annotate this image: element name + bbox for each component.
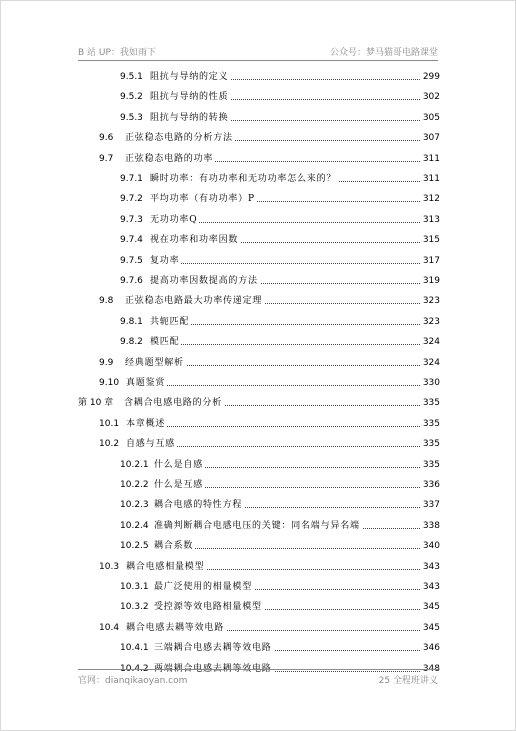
toc-entry[interactable] bbox=[120, 172, 440, 186]
toc-entry-number: 9.9 bbox=[99, 357, 114, 368]
toc-entry[interactable] bbox=[120, 458, 440, 472]
toc-entry-number: 9.10 bbox=[99, 378, 120, 388]
toc-entry-page: 323 bbox=[422, 296, 440, 307]
toc-entry[interactable] bbox=[120, 335, 440, 349]
toc-entry-page: 336 bbox=[422, 480, 440, 490]
toc-entry-number: 10.3.1 bbox=[120, 582, 149, 592]
toc-entry-title: 正弦稳态电路的功率 bbox=[125, 153, 214, 164]
toc-entry-page: 311 bbox=[422, 153, 440, 164]
toc-entry[interactable] bbox=[120, 600, 440, 614]
toc-entry-number: 9.5.3 bbox=[120, 112, 143, 123]
toc-entry-title: 瞬时功率：有功功率和无功功率怎么来的？ bbox=[150, 174, 337, 184]
toc-entry-page: 337 bbox=[422, 500, 440, 511]
toc-entry[interactable] bbox=[99, 621, 440, 635]
footer-divider bbox=[78, 669, 438, 670]
toc-entry-title: 正弦稳态电路的分析方法 bbox=[125, 133, 233, 144]
toc-entry[interactable] bbox=[120, 192, 440, 206]
toc-entry[interactable] bbox=[120, 213, 440, 227]
toc-entry-title: 真题鉴赏 bbox=[126, 378, 166, 388]
toc-entry-page: 307 bbox=[422, 133, 440, 144]
toc-entry-title: 模匹配 bbox=[150, 337, 180, 348]
toc-entry[interactable] bbox=[120, 274, 440, 288]
toc-entry-title: 提高功率因数提高的方法 bbox=[150, 276, 258, 286]
toc-entry-title: 耦合电感相量模型 bbox=[126, 561, 205, 572]
toc-entry-number: 9.7 bbox=[99, 153, 114, 164]
toc-entry[interactable] bbox=[78, 396, 440, 410]
toc-entry[interactable] bbox=[120, 315, 440, 329]
toc-entry[interactable] bbox=[120, 254, 440, 268]
toc-entry-title: 阻抗与导纳的定义 bbox=[150, 72, 229, 82]
toc-entry-page: 305 bbox=[422, 112, 440, 123]
toc-entry[interactable] bbox=[120, 478, 440, 492]
toc-entry-title: 含耦合电感电路的分析 bbox=[124, 398, 223, 409]
toc-entry-number: 10.2 bbox=[99, 439, 120, 450]
toc-entry-page: 324 bbox=[422, 357, 440, 368]
footer-right-text: 25 全程班讲义 bbox=[378, 676, 438, 686]
toc-entry-number: 9.6 bbox=[99, 133, 114, 144]
toc-entry-title: 无功功率Q bbox=[150, 214, 198, 225]
toc-entry[interactable] bbox=[99, 294, 440, 308]
toc-entry-title: 阻抗与导纳的性质 bbox=[150, 92, 229, 103]
toc-entry[interactable] bbox=[99, 417, 440, 431]
toc-leader-dots bbox=[150, 344, 426, 345]
toc-entry-page: 335 bbox=[422, 439, 440, 450]
toc-entry-page: 338 bbox=[422, 520, 440, 531]
toc-entry-number: 10.2.4 bbox=[120, 520, 149, 531]
toc-entry-title: 本章概述 bbox=[126, 418, 166, 429]
toc-entry-title: 耦合电感去耦等效电路 bbox=[126, 622, 225, 633]
toc-entry[interactable] bbox=[99, 131, 440, 145]
toc-entry-title: 耦合电感的特性方程 bbox=[154, 500, 243, 511]
toc-entry-page: 299 bbox=[422, 72, 440, 82]
toc-entry-page: 311 bbox=[422, 174, 440, 184]
toc-entry[interactable] bbox=[120, 233, 440, 247]
toc-entry-title: 两端耦合电感去耦等效电路 bbox=[154, 663, 272, 674]
page-header bbox=[78, 45, 438, 59]
toc-entry[interactable] bbox=[120, 70, 440, 84]
toc-entry-number: 9.7.5 bbox=[120, 255, 143, 266]
toc-leader-dots bbox=[150, 324, 426, 325]
toc-entry-number: 9.5.2 bbox=[120, 92, 143, 103]
toc-entry-number: 9.7.1 bbox=[120, 174, 143, 184]
toc-entry-number: 10.4 bbox=[99, 622, 120, 633]
toc-entry-number: 9.7.2 bbox=[120, 194, 143, 205]
toc-entry-title: 经典题型解析 bbox=[125, 357, 184, 368]
toc-entry-page: 340 bbox=[422, 541, 440, 552]
toc-entry-number: 9.8.2 bbox=[120, 337, 143, 348]
toc-entry-title: 共轭匹配 bbox=[150, 316, 190, 327]
toc-entry-number: 第 10 章 bbox=[78, 398, 114, 409]
toc-entry-title: 平均功率（有功功率）P bbox=[150, 194, 255, 205]
header-divider bbox=[78, 60, 438, 61]
toc-entry-title: 视在功率和功率因数 bbox=[150, 235, 239, 246]
toc-entry-title: 阻抗与导纳的转换 bbox=[150, 112, 229, 123]
toc-entry-number: 9.7.6 bbox=[120, 276, 143, 286]
toc-entry-title: 耦合系数 bbox=[154, 541, 194, 552]
toc-entry-page: 315 bbox=[422, 235, 440, 246]
toc-leader-dots bbox=[126, 385, 426, 386]
toc-entry[interactable] bbox=[99, 376, 440, 390]
toc-entry-title: 什么是互感 bbox=[154, 480, 204, 490]
toc-entry-number: 9.7.4 bbox=[120, 235, 143, 246]
toc-entry-page: 335 bbox=[422, 418, 440, 429]
toc-entry-page: 317 bbox=[422, 255, 440, 266]
header-right-text: 公众号：梦马猫哥电路课堂 bbox=[329, 48, 438, 58]
toc-entry-page: 324 bbox=[422, 337, 440, 348]
toc-entry-page: 323 bbox=[422, 316, 440, 327]
toc-entry[interactable] bbox=[99, 560, 440, 574]
toc-entry-page: 348 bbox=[422, 663, 440, 674]
toc-leader-dots bbox=[150, 263, 426, 264]
toc-entry[interactable] bbox=[120, 519, 440, 533]
toc-entry-page: 345 bbox=[422, 602, 440, 613]
toc-entry-number: 10.4.2 bbox=[120, 663, 149, 674]
toc-entry-number: 10.3.2 bbox=[120, 602, 149, 613]
toc-entry-number: 10.2.1 bbox=[120, 459, 149, 470]
footer-left-text: 官网：dianqikaoyan.com bbox=[78, 676, 188, 686]
header-left-text: B 站 UP：我如雨下 bbox=[78, 48, 156, 58]
toc-entry-page: 345 bbox=[422, 622, 440, 633]
toc-entry[interactable] bbox=[120, 641, 440, 655]
toc-entry-number: 9.7.3 bbox=[120, 214, 143, 225]
toc-entry-number: 9.8 bbox=[99, 296, 114, 307]
toc-entry[interactable] bbox=[120, 498, 440, 512]
toc-entry-number: 10.4.1 bbox=[120, 643, 149, 654]
toc-entry-page: 330 bbox=[422, 378, 440, 388]
toc-entry[interactable] bbox=[120, 580, 440, 594]
toc-entry[interactable] bbox=[99, 152, 440, 166]
toc-entry-page: 313 bbox=[422, 214, 440, 225]
toc-entry[interactable] bbox=[120, 111, 440, 125]
toc-entry-number: 10.2.3 bbox=[120, 500, 149, 511]
toc-entry-page: 312 bbox=[422, 194, 440, 205]
toc-entry-number: 10.1 bbox=[99, 418, 120, 429]
toc-entry-title: 准确判断耦合电感电压的关键：同名端与异名端 bbox=[154, 520, 360, 531]
toc-leader-dots bbox=[126, 426, 426, 427]
toc-entry-title: 复功率 bbox=[150, 255, 180, 266]
toc-entry-number: 10.2.2 bbox=[120, 480, 149, 490]
toc-entry-page: 346 bbox=[422, 643, 440, 654]
toc-entry-page: 319 bbox=[422, 276, 440, 286]
toc-entry-page: 335 bbox=[422, 398, 440, 409]
toc-entry-number: 9.5.1 bbox=[120, 72, 143, 82]
toc-entry-title: 正弦稳态电路最大功率传递定理 bbox=[125, 296, 263, 307]
toc-entry-page: 335 bbox=[422, 459, 440, 470]
toc-entry-page: 302 bbox=[422, 92, 440, 103]
toc-entry[interactable] bbox=[99, 437, 440, 451]
toc-entry[interactable] bbox=[120, 90, 440, 104]
toc-entry-title: 自感与互感 bbox=[126, 439, 176, 450]
toc-entry-title: 三端耦合电感去耦等效电路 bbox=[154, 643, 272, 654]
toc-entry-title: 最广泛使用的相量模型 bbox=[154, 582, 253, 592]
toc-entry-title: 受控源等效电路相量模型 bbox=[154, 602, 262, 613]
toc-entry-page: 343 bbox=[422, 582, 440, 592]
toc-entry-number: 10.3 bbox=[99, 561, 120, 572]
toc-entry-number: 9.8.1 bbox=[120, 316, 143, 327]
toc-entry[interactable] bbox=[99, 356, 440, 370]
toc-entry-title: 什么是自感 bbox=[154, 459, 204, 470]
toc-entry-page: 343 bbox=[422, 561, 440, 572]
page-footer bbox=[78, 673, 438, 687]
toc-entry[interactable] bbox=[120, 539, 440, 553]
toc-entry-number: 10.2.5 bbox=[120, 541, 149, 552]
